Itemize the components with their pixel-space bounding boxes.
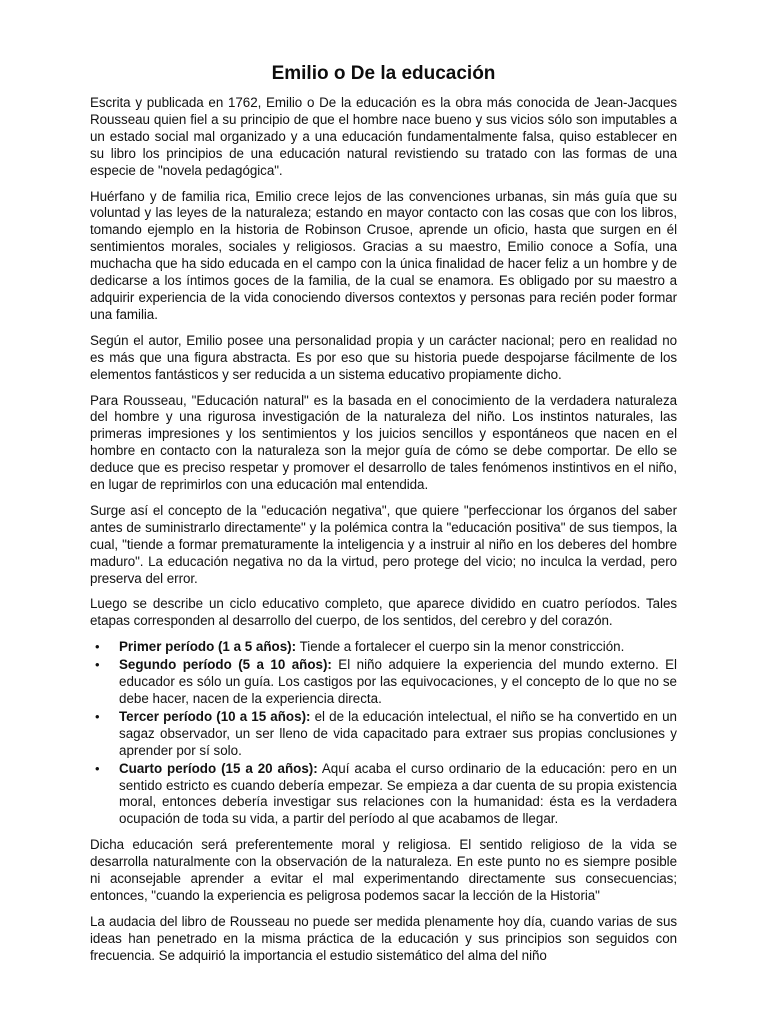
period-text: el de la educación intelectual, el niño se ha convertido en un sagaz observador, un ser lleno de vida capacitado para extraer sus propias conclusiones y aprender por sí solo. [119, 708, 678, 758]
period-label: Cuarto período (15 a 20 años): [119, 760, 318, 776]
document-page [90, 62, 677, 974]
periods-list [90, 639, 677, 828]
paragraph-negative-education: Surge así el concepto de la "educación negativa", que quiere "perfeccionar los órganos del saber antes de suministrarlo directamente" y la polémica contra la "educación positiva" de sus tiempos, la cual, "tiende a formar prematuramente la inteligencia y a instruir al niño en los deberes del hombre maduro". La educación negativa no da la virtud, pero protege del vicio; no inculca la verdad, pero preserva del error. [90, 502, 677, 586]
period-text: El niño adquiere la experiencia del mundo externo. El educador es sólo un guía. Los castigos por las equivocaciones, y el concepto de lo que no se debe hacer, nacen de la experiencia directa. [119, 657, 677, 706]
paragraph-moral-religious: Dicha educación será preferentemente moral y religiosa. El sentido religioso de la vida se desarrolla naturalmente con la observación de la naturaleza. En este punto no es siempre posible ni aconsejable aprender a evitar el mal experimentando directamente sus consecuencias; entonces, "cuando la experiencia es peligrosa podemos sacar la lección de la Historia" [90, 837, 677, 903]
bullet-icon: • [95, 639, 100, 655]
period-label: Segundo período (5 a 10 años): [119, 657, 332, 673]
period-text: Tiende a fortalecer el cuerpo sin la menor constricción. [296, 639, 625, 655]
paragraph-emilio-childhood: Huérfano y de familia rica, Emilio crece lejos de las convenciones urbanas, sin más guía que su voluntad y las leyes de la naturaleza; estando en mayor contacto con las cosas que con los libros, tomando ejemplo en la historia de Robinson Crusoe, aprende un oficio, hasta que surgen en él sentimientos morales, sociales y religiosos. Gracias a su maestro, Emilio conoce a Sofía, una muchacha que ha sido educada en el campo con la única finalidad de hacer feliz a un hombre y de dedicarse a los íntimos goces de la familia, de la cual se enamora. Es obligado por su maestro a adquirir experiencia de la vida conociendo diversos contextos y personas para recién poder formar una familia. [90, 188, 677, 322]
bullet-icon: • [95, 657, 100, 673]
paragraph-educational-cycle: Luego se describe un ciclo educativo completo, que aparece dividido en cuatro períodos. Tales etapas corresponden al desarrollo del cuerpo, de los sentidos, del cerebro y del corazón. [90, 596, 677, 629]
list-item-third-period [90, 709, 677, 760]
period-label: Primer período (1 a 5 años): [119, 639, 297, 655]
list-item-first-period [90, 639, 677, 656]
list-item-second-period [90, 657, 677, 708]
paragraph-intro: Escrita y publicada en 1762, Emilio o De la educación es la obra más conocida de Jean-Jacques Rousseau quien fiel a su principio de que el hombre nace bueno y sus vicios sólo son imputables a un estado social mal organizado y a una educación fundamentalmente falsa, quiso establecer en su libro los principios de una educación natural revistiendo su tratado con las formas de una especie de "novela pedagógica". [90, 95, 677, 178]
list-item-fourth-period [90, 761, 677, 829]
period-label: Tercer período (10 a 15 años): [119, 708, 311, 724]
paragraph-natural-education: Para Rousseau, "Educación natural" es la basada en el conocimiento de la verdadera naturaleza del hombre y una rigurosa investigación de la naturaleza del niño. Los instintos naturales, las primeras impresiones y los sentimientos y los juicios sencillos y espontáneos que nacen en el hombre en contacto con la naturaleza son la mejor guía de cómo se debe comportar. De ello se deduce que es preciso respetar y promover el desarrollo de tales fenómenos instintivos en el niño, en lugar de reprimirlos con una educación mal entendida. [90, 392, 677, 493]
paragraph-abstract-figure: Según el autor, Emilio posee una personalidad propia y un carácter nacional; pero en realidad no es más que una figura abstracta. Es por eso que su historia puede despojarse fácilmente de los elementos fantásticos y ser reducida a un sistema educativo propiamente dicho. [90, 332, 677, 382]
period-text: Aquí acaba el curso ordinario de la educación: pero en un sentido estricto es cuando debería empezar. Se empieza a dar cuenta de su propia existencia moral, entonces debería investigar sus relaciones con la humanidad: ésta es la verdadera ocupación de toda su vida, a partir del período al que acabamos de llegar. [119, 760, 677, 827]
paragraph-audacity: La audacia del libro de Rousseau no puede ser medida plenamente hoy día, cuando varias de sus ideas han penetrado en la misma práctica de la educación y sus principios son seguidos con frecuencia. Se adquirió la importancia el estudio sistemático del alma del niño [90, 913, 677, 963]
bullet-icon: • [95, 760, 100, 776]
bullet-icon: • [95, 708, 100, 724]
document-title: Emilio o De la educación [271, 63, 496, 84]
